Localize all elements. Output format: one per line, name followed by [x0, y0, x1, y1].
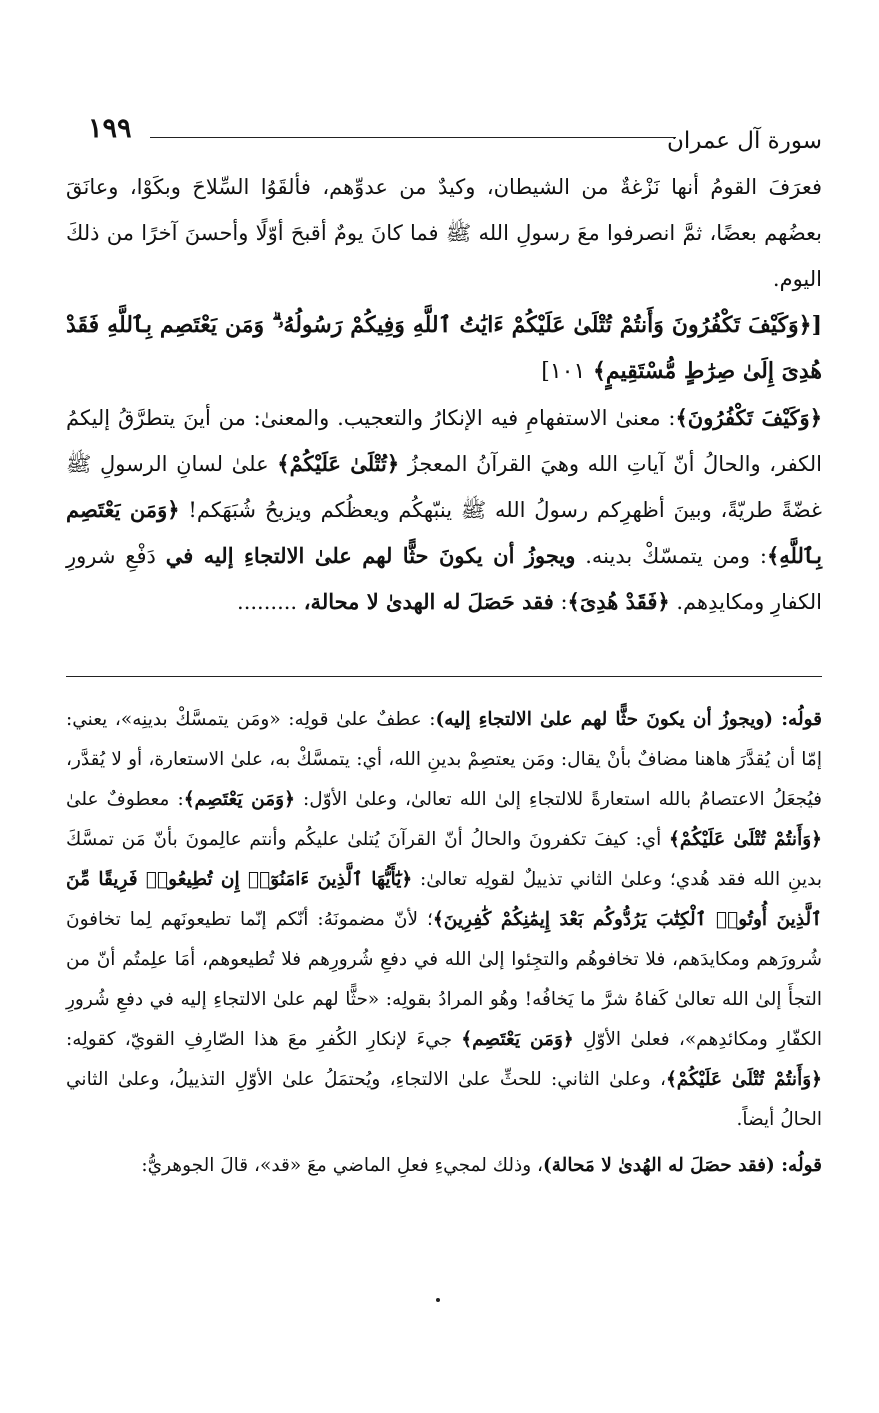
commentary-text: : معطوفٌ علىٰ — [66, 789, 184, 810]
quote-phrase: ﴿تُتْلَىٰ عَلَيْكُمْ﴾ — [277, 451, 400, 476]
verse-text: ﴿وَكَيْفَ تَكْفُرُونَ وَأَنتُمْ تُتْلَىٰ عَلَيْكُمْ ءَايَٰتُ ٱللَّهِ وَفِيكُمْ رَسُولُهُۥ ۗ وَمَن يَعْتَصِم بِٱللَّهِ فَقَدْ هُدِىَ إِلَىٰ صِرَٰطٍ مُّسْتَقِيمٍ﴾ — [66, 312, 822, 384]
tafsir-text: : ومن يتمسّكْ بدينه. — [575, 544, 767, 568]
tafsir-text: علىٰ لسانِ الرسولِ ﷺ غضّةً طريّةً، وبينَ أظهرِكم رسولُ الله ﷺ ينبّهكُم ويعظُكم ويزيحُ شُبَهَكم! — [66, 452, 822, 522]
quote-phrase: ﴿وَأَنتُمْ تُتْلَىٰ عَلَيْكُمْ﴾ — [669, 829, 822, 850]
bold-phrase: ويجوزُ أن يكونَ حثًّا لهم علىٰ الالتجاءِ إليه في — [165, 543, 576, 568]
separator-rule — [66, 676, 822, 677]
tafsir-text: دَفْعِ شرورِ الكفارِ ومكايدِهم. — [66, 544, 822, 614]
quote-phrase: ﴿وَمَن يَعْتَصِم﴾ — [461, 1029, 574, 1050]
commentary-text: ، وذلك لمجيءِ فعلِ الماضي معَ «قد»، قالَ الجوهريُّ: — [141, 1155, 544, 1176]
commentary-paragraph — [66, 700, 822, 1140]
bold-phrase: فقد حَصَلَ له الهدىٰ لا محالة، — [303, 589, 554, 614]
quote-phrase: ﴿فَقَدْ هُدِىَ﴾ — [567, 589, 670, 614]
main-text — [66, 164, 822, 625]
commentary-text: جيءَ لإنكارِ الكُفرِ معَ هذا الصّارِفِ القويّ، كقولِه: — [66, 1029, 462, 1050]
quote-phrase: ﴿وَمَن يَعْتَصِم بِٱللَّهِ﴾ — [66, 497, 823, 568]
quote-phrase: ﴿يَٰٓأَيُّهَا ٱلَّذِينَ ءَامَنُوٓا۟ إِن تُطِيعُوا۟ فَرِيقًا مِّنَ ٱلَّذِينَ أُوتُوا۟ ٱلْكِتَٰبَ يَرُدُّوكُم بَعْدَ إِيمَٰنِكُمْ كَٰفِرِينَ﴾ — [66, 869, 823, 930]
commentary-text: أي: كيفَ تكفرونَ والحالُ أنّ القرآنَ يُتلىٰ عليكُم وأنتم عالِمونَ بأنّ مَن تمسَّكَ بدينِ الله فقد هُدي؛ وعلىٰ الثاني تذييلٌ لقولِه تعالىٰ: — [66, 829, 822, 890]
page-header — [88, 112, 822, 162]
tafsir-paragraph — [66, 395, 822, 625]
tafsir-text: : — [553, 590, 568, 614]
commentary-section — [66, 700, 822, 1186]
commentary-lead: قولُه: (ويجوزُ أن يكونَ حثًّا لهم علىٰ الالتجاءِ إليه) — [435, 709, 822, 730]
commentary-text: ؛ لأنّ مضمونَهُ: أنّكم إنّما تطيعونَهم لِما تخافونَ شُرورَهم ومكايدَهم، فلا تخافوهُم والتجِئوا إلىٰ الله في دفعِ شُرورِهم فلا تُطيعوهم، أمَا علِمتُم أنّ من التجأَ إلىٰ الله تعالىٰ كَفاهُ شرَّ ما يَخافُه! وهُو المرادُ بقولِه: «حثًّا لهم علىٰ الالتجاءِ إليه في دفعِ شُرورِ الكفّارِ ومكائدِهم»، فعلىٰ الأوّلِ — [66, 909, 822, 1050]
page-number: ١٩٩ — [88, 113, 132, 144]
header-rule — [150, 137, 676, 138]
commentary-lead: قولُه: (فقد حصَلَ له الهُدىٰ لا مَحالة) — [543, 1155, 822, 1176]
quote-phrase: ﴿وَمَن يَعْتَصِم﴾ — [183, 789, 295, 810]
commentary-text: : عطفٌ علىٰ قولِه: «ومَن يتمسَّكْ بدينِه»، يعني: إمّا أن يُقدَّرَ هاهنا مضافٌ بأنْ يقال: ومَن يعتصِمْ بدينِ الله، أي: يتمسَّكْ به، علىٰ الاستعارة، أو لا يُقدَّر، فيُجعَلُ الاعتصامُ بالله استعارةً للالتجاءِ إلىٰ الله تعالىٰ، وعلىٰ الأوّل: — [66, 709, 822, 810]
tafsir-text: : معنىٰ الاستفهامِ فيه الإنكارُ والتعجيب. والمعنىٰ: من أينَ يتطرَّقُ إليكمُ الكفر، والحالُ أنّ آياتِ الله وهيَ القرآنُ المعجزُ — [66, 406, 823, 476]
quran-verse — [66, 302, 822, 395]
commentary-text: ، وعلىٰ الثاني: للحثِّ علىٰ الالتجاءِ، ويُحتمَلُ علىٰ الأوّلِ التذييلُ، وعلىٰ الثاني الحالُ أيضاً. — [66, 1069, 822, 1130]
quote-phrase: ﴿وَأَنتُمْ تُتْلَىٰ عَلَيْكُمْ﴾ — [665, 1069, 822, 1090]
quote-phrase: ﴿وَكَيْفَ تَكْفُرُونَ﴾ — [675, 405, 822, 430]
chapter-title: سورة آل عمران — [666, 128, 822, 154]
ellipsis-dots: ......... — [237, 590, 304, 614]
commentary-paragraph — [66, 1146, 822, 1186]
dot-mark — [436, 1298, 440, 1302]
narrative-paragraph: فعرَفَ القومُ أنها نَزْغةٌ من الشيطان، وكيدٌ من عدوِّهم، فألقَوُا السِّلاحَ وبكَوْا، وعانَقَ بعضُهم بعضًا، ثمَّ انصرفوا معَ رسولِ الله ﷺ فما كانَ يومٌ أقبحَ أوّلًا وأحسنَ آخرًا من ذلكَ اليوم. — [66, 175, 822, 291]
verse-open-bracket: [ — [811, 312, 822, 338]
verse-number: ١٠١] — [541, 359, 586, 384]
